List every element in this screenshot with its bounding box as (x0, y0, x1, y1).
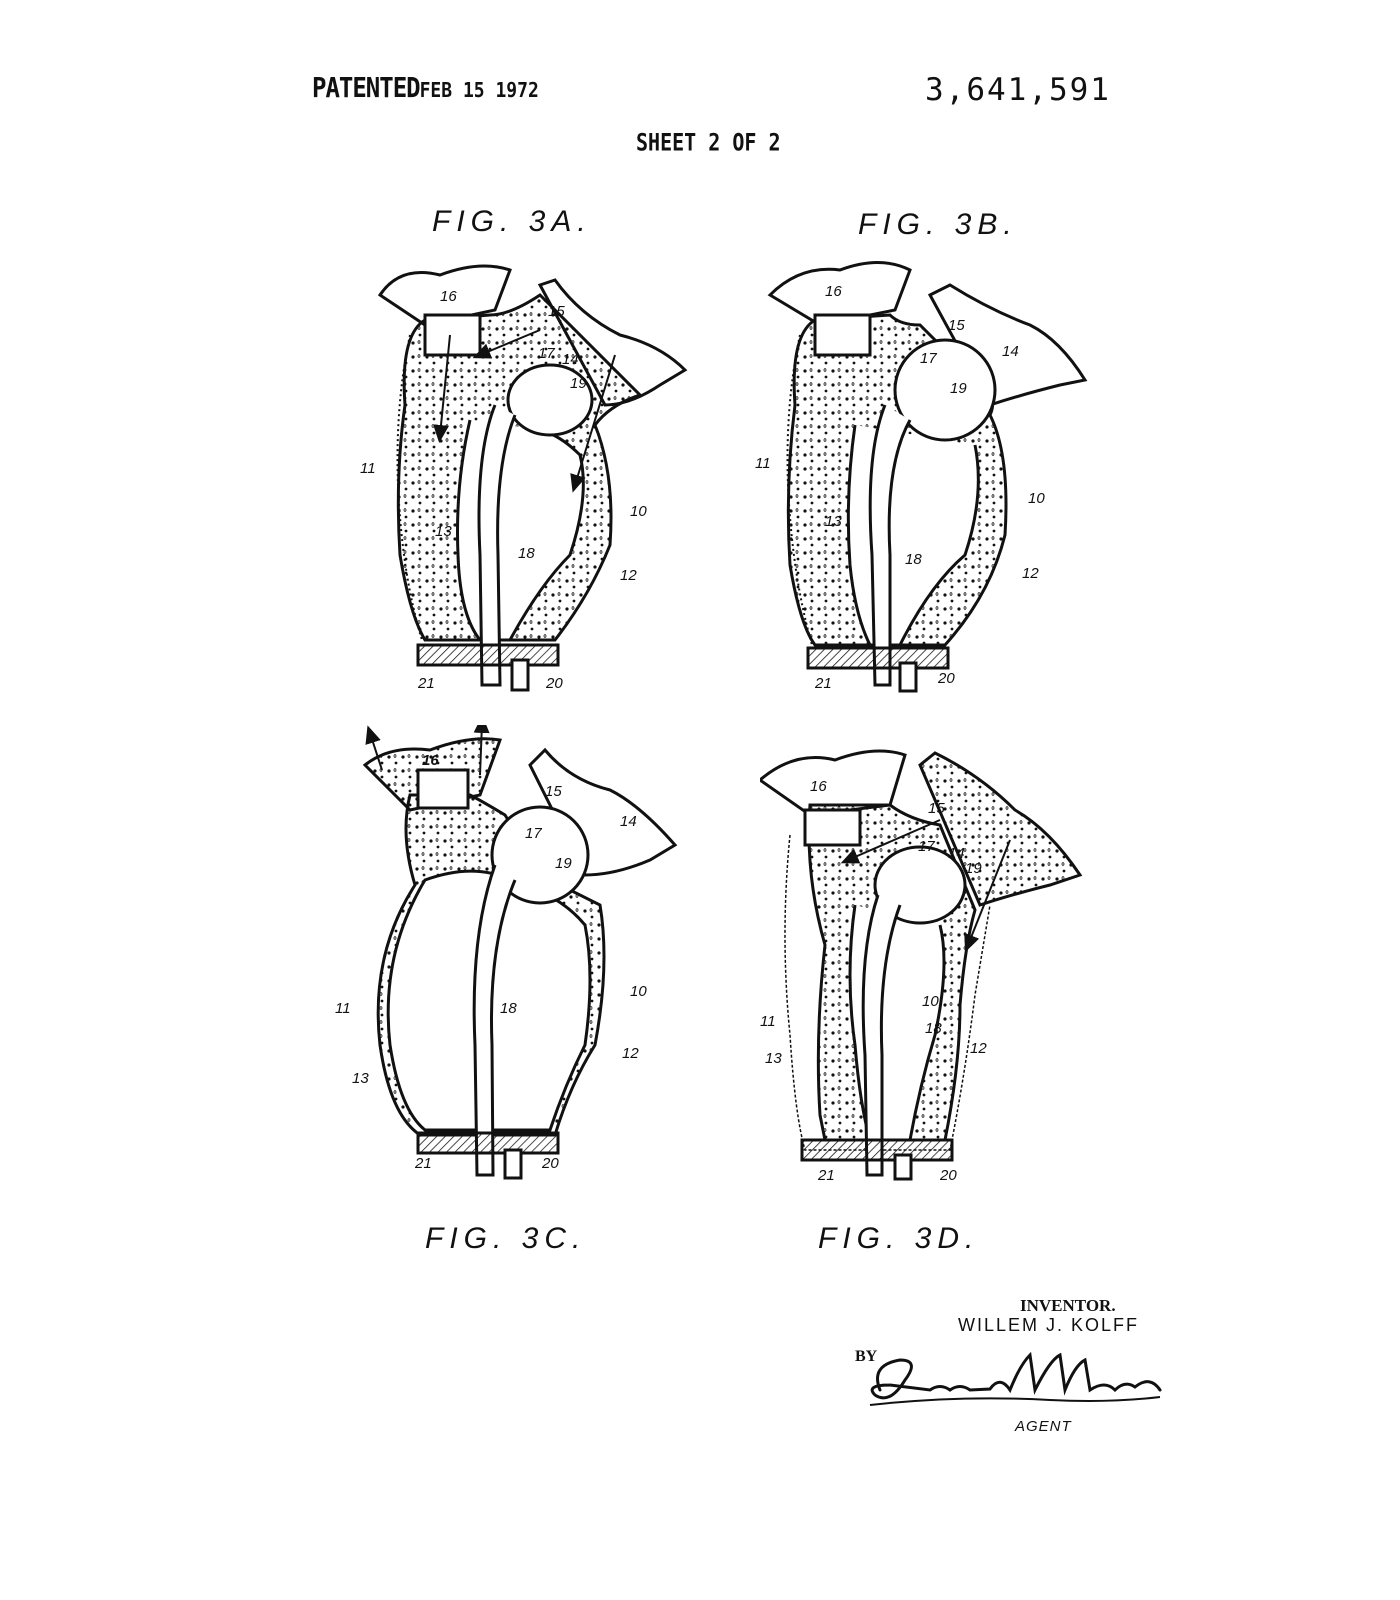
ref-12: 12 (620, 567, 637, 584)
stamp-date: FEB 15 1972 (419, 78, 539, 103)
ref-20: 20 (940, 1167, 957, 1184)
ref-14: 14 (1002, 343, 1019, 360)
ref-20: 20 (938, 670, 955, 687)
ref-13: 13 (825, 513, 842, 530)
inventor-name: WILLEM J. KOLFF (958, 1315, 1140, 1335)
ref-18: 18 (925, 1020, 942, 1037)
ref-20: 20 (542, 1155, 559, 1172)
ref-10: 10 (1028, 490, 1045, 507)
ref-19: 19 (965, 860, 982, 877)
ref-10: 10 (922, 993, 939, 1010)
fig-3b-refs (755, 255, 1140, 715)
ref-21: 21 (815, 675, 832, 692)
ref-17: 17 (525, 825, 542, 842)
ref-14: 14 (620, 813, 637, 830)
ref-21: 21 (818, 1167, 835, 1184)
ref-16: 16 (440, 288, 457, 305)
ref-16: 16 (422, 752, 439, 769)
fig-3a-label: FIG. 3A. (432, 205, 592, 238)
ref-12: 12 (1022, 565, 1039, 582)
sheet-number: SHEET 2 OF 2 (636, 127, 781, 157)
ref-11: 11 (755, 455, 771, 472)
ref-11: 11 (760, 1013, 776, 1030)
fig-3c-refs (330, 725, 710, 1205)
patent-number: 3,641,591 (925, 72, 1111, 108)
ref-21: 21 (415, 1155, 432, 1172)
fig-3d-refs (760, 735, 1140, 1215)
ref-10: 10 (630, 983, 647, 1000)
fig-3c-label: FIG. 3C. (425, 1222, 587, 1255)
ref-19: 19 (555, 855, 572, 872)
ref-14: 14 (948, 845, 965, 862)
ref-13: 13 (765, 1050, 782, 1067)
inventor-heading: INVENTOR. (1020, 1296, 1116, 1315)
patented-stamp (312, 72, 539, 104)
ref-16: 16 (810, 778, 827, 795)
stamp-prefix: PATENTED (312, 71, 420, 105)
ref-17: 17 (918, 838, 935, 855)
ref-15: 15 (548, 303, 565, 320)
fig-3d-label: FIG. 3D. (818, 1222, 980, 1255)
ref-12: 12 (622, 1045, 639, 1062)
ref-18: 18 (500, 1000, 517, 1017)
ref-20: 20 (546, 675, 563, 692)
ref-19: 19 (950, 380, 967, 397)
ref-13: 13 (435, 523, 452, 540)
ref-18: 18 (905, 551, 922, 568)
fig-3a-refs (340, 255, 720, 715)
agent-label: AGENT (1015, 1418, 1072, 1435)
ref-21: 21 (418, 675, 435, 692)
by-label: BY (855, 1348, 878, 1365)
fig-3b-label: FIG. 3B. (858, 208, 1018, 241)
ref-14: 14 (562, 351, 579, 368)
ref-13: 13 (352, 1070, 369, 1087)
ref-17: 17 (920, 350, 937, 367)
ref-19: 19 (570, 375, 587, 392)
ref-17: 17 (538, 345, 555, 362)
ref-12: 12 (970, 1040, 987, 1057)
ref-11: 11 (360, 460, 376, 477)
ref-15: 15 (928, 800, 945, 817)
ref-18: 18 (518, 545, 535, 562)
ref-10: 10 (630, 503, 647, 520)
ref-15: 15 (948, 317, 965, 334)
ref-16: 16 (825, 283, 842, 300)
ref-11: 11 (335, 1000, 351, 1017)
ref-15: 15 (545, 783, 562, 800)
agent-signature (860, 1345, 1170, 1425)
